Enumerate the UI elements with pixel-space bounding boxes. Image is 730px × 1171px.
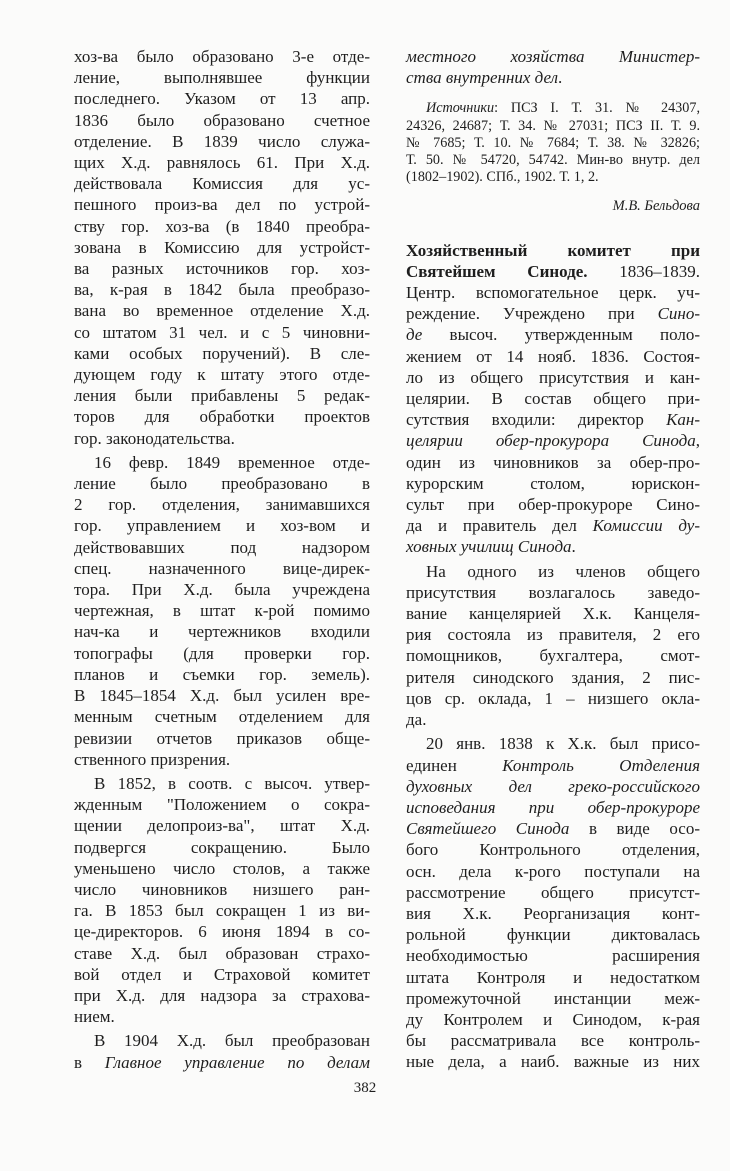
- text-line: [406, 46, 700, 67]
- text-span: реждение. Учреждено при: [406, 304, 658, 324]
- text-line: [406, 755, 700, 776]
- italic-reference: ства внутренних дел: [406, 68, 559, 88]
- text-line: нач-ка и чертежников входили: [74, 622, 370, 642]
- text-line: [406, 67, 700, 88]
- continuation-paragraph: [406, 46, 700, 88]
- text-line: курорским столом, юрискон-: [406, 473, 700, 493]
- text-line: бы рассматривала все контроль-: [406, 1031, 700, 1051]
- text-line: ление, выполнявшее функции: [74, 68, 370, 88]
- text-line: [406, 797, 700, 818]
- text-line: 2 гор. отделения, занимавшихся: [74, 495, 370, 515]
- text-line: пешного произ-ва дел по устрой-: [74, 195, 370, 215]
- text-span: ,: [695, 431, 700, 451]
- right-column: [406, 46, 700, 1076]
- text-line: ками особых поручений). В сле-: [74, 343, 370, 363]
- text-line: число чиновников низшего ран-: [74, 879, 370, 899]
- text-line: менным счетным отделением для: [74, 707, 370, 727]
- text-span: единен: [406, 755, 503, 775]
- entry-heading-text: Хозяйственный комитет при: [406, 240, 700, 260]
- text-line: целярии. В состав общего при-: [406, 389, 700, 409]
- article-body: [406, 240, 700, 1073]
- text-line: спец. назначенного вице-дирек-: [74, 558, 370, 578]
- text-line: да.: [406, 710, 427, 730]
- text-line: бого Контрольного отделения,: [406, 840, 700, 860]
- text-line: топографы (для проверки гор.: [74, 643, 370, 663]
- text-line: торов для обработки проектов: [74, 407, 370, 427]
- paragraph: [74, 46, 370, 449]
- paragraph: [406, 561, 700, 731]
- text-line: ду Контролем и Синодом, к-рая: [406, 1009, 700, 1029]
- text-line: [406, 240, 700, 261]
- text-line: ления были прибавлены 5 редак-: [74, 386, 370, 406]
- text-line: [406, 776, 700, 797]
- text-line: жением от 14 нояб. 1836. Состоя-: [406, 346, 700, 366]
- text-line: уменьшено число столов, а также: [74, 858, 370, 878]
- text-line: тора. При Х.д. была учреждена: [74, 580, 370, 600]
- text-line: дующем году к штату этого отде-: [74, 365, 370, 385]
- text-line: рителя синодского здания, 2 пис-: [406, 667, 700, 687]
- text-line: ревизии отчетов приказов обще-: [74, 728, 370, 748]
- text-line: чертежная, в штат к-рой помимо: [74, 601, 370, 621]
- text-line: присутствия возлагалось заведо-: [406, 582, 700, 602]
- text-line: 24326, 24687; Т. 34. № 27031; ПСЗ II. Т. 9.: [406, 117, 700, 134]
- text-line: 20 янв. 1838 к Х.к. был присо-: [426, 734, 700, 754]
- text-line: На одного из членов общего: [426, 561, 700, 581]
- text-line: щении делопроиз-ва", штат Х.д.: [74, 816, 370, 836]
- text-line: ва, к-рая в 1842 была преобразо-: [74, 280, 370, 300]
- text-line: последнего. Указом от 13 апр.: [74, 89, 370, 109]
- text-span: 1836–1839.: [587, 261, 700, 281]
- left-column: [74, 46, 370, 1076]
- text-line: це-директоров. 6 июня 1894 в со-: [74, 922, 370, 942]
- text-line: промежуточной инстанции меж-: [406, 988, 700, 1008]
- text-span: высоч. утвержденным поло-: [422, 325, 700, 345]
- entry-heading-text: Святейшем Синоде.: [406, 261, 588, 281]
- italic-reference: местного хозяйства Министер-: [406, 47, 700, 66]
- text-line: ставе Х.д. был образован страхо-: [74, 943, 370, 963]
- text-line: 1836 было образовано счетное: [74, 110, 370, 130]
- text-span: сутствия входили: директор: [406, 410, 667, 430]
- italic-reference: исповедания при обер-прокуроре: [406, 797, 700, 817]
- text-line: штата Контроля и недостатком: [406, 967, 700, 987]
- text-line: гор. управлением и хоз-вом и: [74, 516, 370, 536]
- text-line: га. В 1853 был сокращен 1 из ви-: [74, 901, 370, 921]
- text-span: в виде осо-: [569, 819, 700, 839]
- text-span: : ПСЗ I. Т. 31. № 24307,: [494, 100, 700, 117]
- text-line: хоз-ва было образовано 3-е отде-: [74, 47, 370, 66]
- text-line: вана во временное отделение Х.д.: [74, 301, 370, 321]
- text-line: [406, 303, 700, 324]
- text-line: [406, 100, 700, 117]
- italic-reference: духовных дел греко-российского: [406, 776, 700, 796]
- text-line: (1802–1902). СПб., 1902. Т. 1, 2.: [406, 169, 599, 186]
- text-line: щих Х.д. равнялось 61. При Х.д.: [74, 153, 370, 173]
- text-line: отделение. В 1839 число служа-: [74, 131, 370, 151]
- text-span: .: [571, 537, 576, 557]
- text-line: Центр. вспомогательное церк. уч-: [406, 283, 700, 303]
- text-line: ление было преобразовано в: [74, 474, 370, 494]
- text-line: ва разных источников гор. хоз-: [74, 259, 370, 279]
- paragraph: [406, 733, 700, 1072]
- text-line: осн. дела к-рого поступали на: [406, 861, 700, 881]
- text-line: вой отдел и Страховой комитет: [74, 964, 370, 984]
- text-line: [406, 409, 700, 430]
- article-author: М.В. Бельдова: [612, 198, 700, 215]
- text-line: помощников, бухгалтера, смот-: [406, 646, 700, 666]
- text-span: .: [558, 68, 563, 88]
- text-line: рольной функции диктовалась: [406, 925, 700, 945]
- text-line: сульт при обер-прокуроре Сино-: [406, 495, 700, 515]
- page-number: 382: [353, 1080, 377, 1096]
- text-line: рия состояла из правителя, 2 его: [406, 625, 700, 645]
- sources-block: [406, 100, 700, 186]
- text-line: [74, 1052, 370, 1073]
- italic-reference: Святейшего Синода: [406, 819, 570, 839]
- text-line: ло из общего присутствия и кан-: [406, 367, 700, 387]
- italic-reference: ховных училищ Синода: [406, 537, 572, 557]
- text-line: № 7685; Т. 10. № 7684; Т. 38. № 32826;: [406, 134, 700, 151]
- text-line: гор. законодательства.: [74, 428, 235, 448]
- text-line: необходимостью расширения: [406, 946, 700, 966]
- text-line: ственного призрения.: [74, 749, 231, 769]
- paragraph: [406, 240, 700, 558]
- paragraph: [74, 773, 370, 1027]
- text-line: [406, 515, 700, 536]
- text-line: 16 февр. 1849 временное отде-: [94, 452, 370, 472]
- text-line: [406, 536, 700, 557]
- text-line: вание канцелярией Х.к. Канцеля-: [406, 604, 700, 624]
- text-line: нием.: [74, 1007, 115, 1027]
- text-line: действовала Комиссия для ус-: [74, 174, 370, 194]
- text-line: при Х.д. для надзора за страхова-: [74, 985, 370, 1005]
- text-line: со штатом 31 чел. и с 5 чиновни-: [74, 322, 370, 342]
- text-line: В 1845–1854 Х.д. был усилен вре-: [74, 686, 370, 706]
- text-line: ству гор. хоз-ва (в 1840 преобра-: [74, 216, 370, 236]
- italic-reference: де: [406, 325, 423, 345]
- text-line: вия Х.к. Реорганизация конт-: [406, 903, 700, 923]
- text-line: Т. 50. № 54720, 54742. Мин-во внутр. дел: [406, 152, 700, 169]
- text-line: [406, 261, 700, 282]
- text-line: [406, 324, 700, 345]
- paragraph: [74, 1030, 370, 1072]
- italic-reference: Кан-: [666, 410, 700, 430]
- text-line: подвергся сокращению. Было: [74, 837, 370, 857]
- text-line: В 1904 Х.д. был преобразован: [94, 1031, 370, 1051]
- text-line: [406, 430, 700, 451]
- italic-reference: Сино-: [657, 304, 700, 324]
- text-line: цов ср. оклада, 1 – низшего окла-: [406, 688, 700, 708]
- text-line: [406, 818, 700, 839]
- text-line: один из чиновников за обер-про-: [406, 452, 700, 472]
- text-line: ные дела, а наиб. важные из них: [406, 1052, 700, 1072]
- text-line: В 1852, в соотв. с высоч. утвер-: [94, 773, 370, 793]
- text-span: в: [74, 1052, 105, 1072]
- text-line: зована в Комиссию для устройст-: [74, 237, 370, 257]
- text-line: жденным "Положением о сокра-: [74, 795, 370, 815]
- text-line: действовавших под надзором: [74, 537, 370, 557]
- italic-reference: Контроль Отделения: [502, 755, 700, 775]
- italic-reference: Комиссии ду-: [592, 516, 700, 536]
- text-line: рассмотрение общего присутст-: [406, 882, 700, 902]
- text-span: да и правитель дел: [406, 516, 593, 536]
- italic-reference: целярии обер-прокурора Синода: [406, 431, 696, 451]
- italic-reference: Главное управление по делам: [104, 1052, 370, 1072]
- paragraph: [74, 452, 370, 770]
- italic-reference: Источники: [426, 100, 495, 117]
- text-line: планов и съемки гор. земель).: [74, 664, 370, 684]
